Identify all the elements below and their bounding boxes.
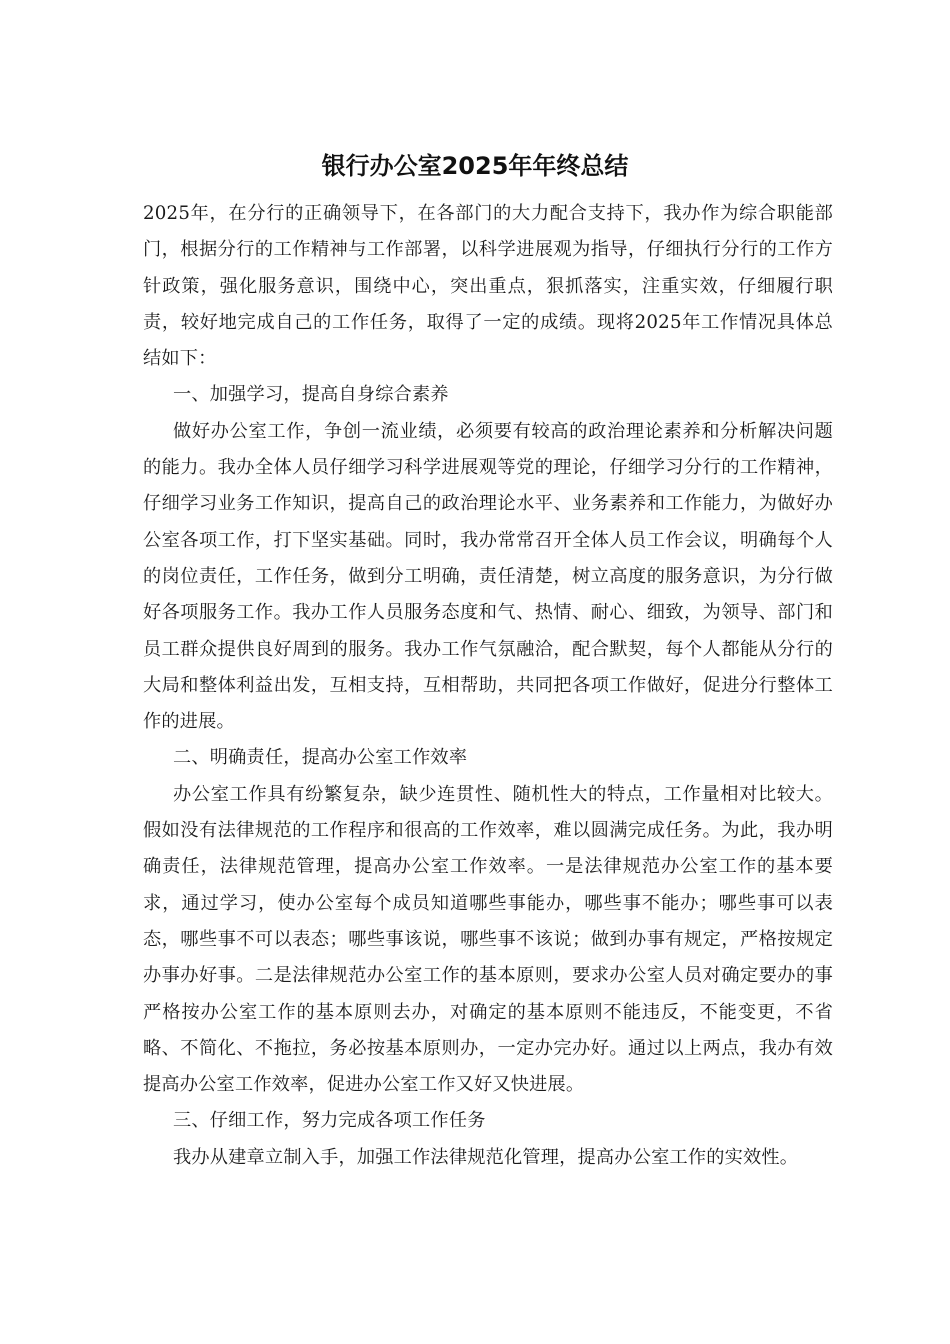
section-heading-1: 一、加强学习，提高自身综合素养: [173, 384, 449, 406]
section-3-paragraph: 我办从建章立制入手，加强工作法律规范化管理，提高办公室工作的实效性。: [173, 1146, 799, 1168]
section-heading-3: 三、仔细工作，努力完成各项工作任务: [173, 1110, 486, 1132]
document-title: 银行办公室2025年年终总结: [321, 152, 629, 180]
document-body: [143, 196, 833, 1176]
section-heading-2: 二、明确责任，提高办公室工作效率: [173, 747, 468, 769]
section-1-paragraph: 做好办公室工作，争创一流业绩，必须要有较高的政治理论素养和分析解决问题的能力。我办全体人员仔细学习科学进展观等党的理论，仔细学习分行的工作精神，仔细学习业务工作知识，提高自己的政治理论水平、业务素养和工作能力，为做好办公室各项工作，打下坚实基础。同时，我办常常召开全体人员工作会议，明确每个人的岗位责任，工作任务，做到分工明确，责任清楚，树立高度的服务意识，为分行做好各项服务工作。我办工作人员服务态度和气、热情、耐心、细致，为领导、部门和员工群众提供良好周到的服务。我办工作气氛融洽，配合默契，每个人都能从分行的大局和整体利益出发，互相支持，互相帮助，共同把各项工作做好，促进分行整体工作的进展。: [143, 420, 833, 733]
intro-paragraph: 2025年，在分行的正确领导下，在各部门的大力配合支持下，我办作为综合职能部门，根据分行的工作精神与工作部署，以科学进展观为指导，仔细执行分行的工作方针政策，强化服务意识，围绕中心，突出重点，狠抓落实，注重实效，仔细履行职责，较好地完成自己的工作任务，取得了一定的成绩。现将2025年工作情况具体总结如下：: [143, 203, 833, 370]
section-2-paragraph: 办公室工作具有纷繁复杂，缺少连贯性、随机性大的特点，工作量相对比较大。假如没有法律规范的工作程序和很高的工作效率，难以圆满完成任务。为此，我办明确责任，法律规范管理，提高办公室工作效率。一是法律规范办公室工作的基本要求，通过学习，使办公室每个成员知道哪些事能办，哪些事不能办；哪些事可以表态，哪些事不可以表态；哪些事该说，哪些事不该说；做到办事有规定，严格按规定办事办好事。二是法律规范办公室工作的基本原则，要求办公室人员对确定要办的事严格按办公室工作的基本原则去办，对确定的基本原则不能违反，不能变更，不省略、不简化、不拖拉，务必按基本原则办，一定办完办好。通过以上两点，我办有效提高办公室工作效率，促进办公室工作又好又快进展。: [143, 783, 833, 1096]
